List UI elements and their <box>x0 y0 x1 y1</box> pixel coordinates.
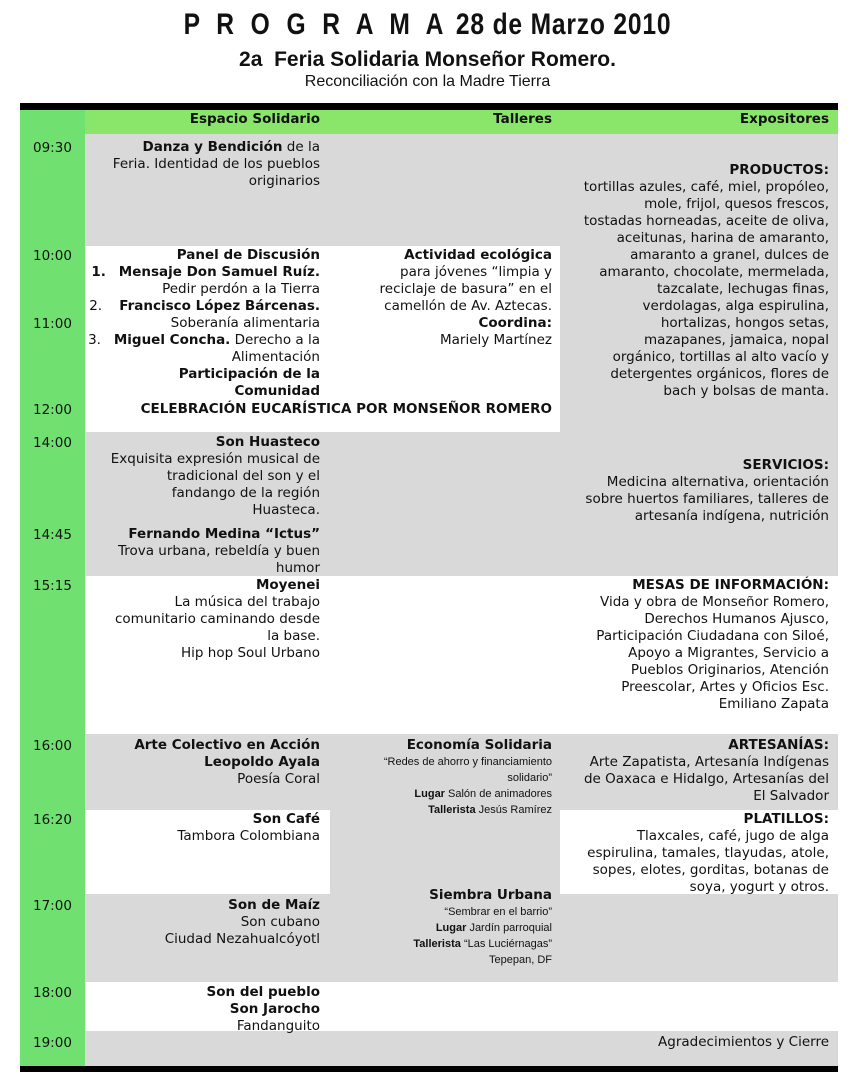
program-word: P R O G R A M A <box>183 8 449 41</box>
event-son-huasteco-line: Exquisita expresión musical de <box>110 451 320 467</box>
event-arte-subtitle: Leopoldo Ayala <box>204 754 320 770</box>
exhibitor-mesas-line: Participación Ciudadana con Siloé, <box>596 628 829 644</box>
panel-item-3-desc: Derecho a la <box>234 332 320 348</box>
workshop-economia-title: Economía Solidaria <box>406 737 552 753</box>
event-son-de-maiz-title: Son de Maíz <box>228 897 320 913</box>
closing-cierre: Agradecimientos y Cierre <box>658 1034 829 1050</box>
workshop-ecologica-coord-name: Mariely Martínez <box>439 332 552 348</box>
event-son-huasteco-line: Huasteca. <box>252 502 320 518</box>
fair-edition: 2a <box>239 48 263 71</box>
exhibitor-productos-line: mazapanes, jamaica, nopal <box>644 332 829 348</box>
event-participacion-line: Participación de la <box>178 366 320 382</box>
event-moyenei-line: La música del trabajo <box>174 594 320 610</box>
exhibitor-productos-title: PRODUCTOS: <box>729 162 829 178</box>
event-ictus-title: Fernando Medina “Ictus” <box>128 526 320 542</box>
exhibitor-mesas-line: Vida y obra de Monseñor Romero, <box>600 594 829 610</box>
exhibitor-productos-line: amaranto, chocolate, mermelada, <box>599 264 829 280</box>
workshop-ecologica <box>330 247 552 349</box>
workshop-siembra-line: Tepepan, DF <box>489 954 552 966</box>
exhibitor-productos-line: hortalizas, hongos setas, <box>660 315 829 331</box>
panel-item-1-number: 1. <box>91 264 106 280</box>
event-son-del-pueblo-title: Son del pueblo <box>206 984 320 1000</box>
workshop-ecologica-line: reciclaje de basura” en el <box>379 281 552 297</box>
panel-item-3-title: Miguel Concha. <box>113 332 231 348</box>
exhibitor-productos <box>560 162 829 400</box>
time-1600: 16:00 <box>33 738 72 754</box>
workshop-siembra-lugar: Jardín parroquial <box>469 922 552 934</box>
workshop-ecologica-line: camellón de Av. Aztecas. <box>384 298 552 314</box>
exhibitor-servicios <box>560 457 829 525</box>
panel-item-1-title: Mensaje Don Samuel Ruíz. <box>118 264 320 280</box>
workshop-siembra-line: “Sembrar en el barrio” <box>444 906 552 918</box>
column-header-espacio: Espacio Solidario <box>189 111 320 127</box>
exhibitor-servicios-line: artesanía indígena, nutrición <box>634 508 829 524</box>
event-ictus <box>90 526 320 577</box>
program-title <box>77 8 778 42</box>
time-1400: 14:00 <box>33 435 72 451</box>
event-son-cafe-line: Tambora Colombiana <box>177 828 320 844</box>
exhibitor-artesanias-line: El Salvador <box>753 788 829 804</box>
exhibitor-mesas <box>560 577 829 713</box>
event-son-huasteco-line: tradicional del son y el <box>166 468 320 484</box>
exhibitor-platillos-line: sopes, elotes, gorditas, botanas de <box>592 862 829 878</box>
time-1620: 16:20 <box>33 812 72 828</box>
event-moyenei <box>90 577 320 662</box>
event-ictus-line: Trova urbana, rebeldía y buen <box>117 543 320 559</box>
event-arte-line: Poesía Coral <box>237 771 320 787</box>
event-arte-colectivo <box>90 737 320 788</box>
exhibitor-productos-line: tortillas azules, café, miel, propóleo, <box>583 179 829 195</box>
panel-item-2-number: 2. <box>89 298 103 314</box>
event-danza-line: de la <box>286 139 320 155</box>
workshop-ecologica-title: Actividad ecológica <box>404 247 552 263</box>
exhibitor-productos-line: aceitunas, harina de amaranto, <box>616 230 829 246</box>
event-son-huasteco <box>90 434 320 519</box>
event-panel <box>80 247 320 400</box>
exhibitor-platillos-title: PLATILLOS: <box>743 811 829 827</box>
time-1200: 12:00 <box>33 402 72 418</box>
workshop-economia-lugar-label: Lugar <box>414 788 445 800</box>
event-arte-title: Arte Colectivo en Acción <box>134 737 320 753</box>
event-son-jarocho-title: Son Jarocho <box>229 1001 320 1017</box>
exhibitor-servicios-title: SERVICIOS: <box>742 457 829 473</box>
panel-item-3-desc-cont: Alimentación <box>231 349 320 365</box>
event-ictus-line: humor <box>275 560 320 576</box>
event-son-huasteco-line: fandango de la región <box>171 485 320 501</box>
column-header-talleres: Talleres <box>493 111 552 127</box>
exhibitor-mesas-line: Preescolar, Artes y Oficios Esc. <box>621 679 829 695</box>
exhibitor-productos-line: mole, frijol, quesos frescos, <box>644 196 829 212</box>
workshop-ecologica-coord-label: Coordina: <box>478 315 552 331</box>
column-header-expositores: Expositores <box>739 111 829 127</box>
time-1000: 10:00 <box>33 248 72 264</box>
event-moyenei-title: Moyenei <box>255 577 320 593</box>
event-celebracion-title: CELEBRACIÓN EUCARÍSTICA POR MONSEÑOR ROMERO <box>140 401 552 417</box>
event-danza-title: Danza y Bendición <box>142 139 283 155</box>
workshop-siembra-tallerista: “Las Luciérnagas” <box>463 938 552 950</box>
exhibitor-servicios-line: Medicina alternativa, orientación <box>606 474 829 490</box>
exhibitor-servicios-line: sobre huertos familiares, talleres de <box>585 491 829 507</box>
event-son-de-maiz <box>90 897 320 948</box>
event-participacion-line: Comunidad <box>234 383 320 399</box>
exhibitor-mesas-line: Emiliano Zapata <box>718 696 829 712</box>
bottom-rule <box>20 1066 838 1072</box>
exhibitor-productos-line: tostadas horneadas, aceite de oliva, <box>583 213 829 229</box>
event-panel-title: Panel de Discusión <box>176 247 320 263</box>
time-0930: 09:30 <box>33 140 72 156</box>
event-moyenei-line: comunitario caminando desde <box>115 611 320 627</box>
workshop-economia-lugar: Salón de animadores <box>448 788 552 800</box>
workshop-economia-line: solidario” <box>507 772 552 784</box>
exhibitor-platillos-line: Tlaxcales, café, jugo de alga <box>636 828 829 844</box>
event-son-de-maiz-line: Son cubano <box>240 914 320 930</box>
exhibitor-productos-line: orgánico, tortillas al alto vacío y <box>612 349 829 365</box>
panel-item-2-desc: Soberanía alimentaria <box>170 315 320 331</box>
event-son-del-pueblo-line: Fandanguito <box>236 1018 320 1034</box>
top-rule <box>20 103 838 110</box>
time-1700: 17:00 <box>33 898 72 914</box>
workshop-economia <box>330 737 552 818</box>
event-son-del-pueblo <box>90 984 320 1035</box>
workshop-siembra-lugar-label: Lugar <box>435 922 467 934</box>
time-1445: 14:45 <box>33 527 72 543</box>
exhibitor-mesas-line: Derechos Humanos Ajusco, <box>644 611 829 627</box>
time-1515: 15:15 <box>33 578 72 594</box>
fair-name: Feria Solidaria Monseñor Romero. <box>274 48 616 71</box>
workshop-economia-line: “Redes de ahorro y financiamiento <box>383 756 552 768</box>
event-moyenei-line: Hip hop Soul Urbano <box>181 645 320 661</box>
event-son-cafe <box>90 811 320 845</box>
exhibitor-productos-line: amaranto a granel, dulces de <box>630 247 829 263</box>
exhibitor-productos-line: bach y bolsas de manta. <box>663 383 829 399</box>
panel-item-3-number: 3. <box>88 332 101 348</box>
event-moyenei-line: la base. <box>267 628 320 644</box>
fair-tagline: Reconciliación con la Madre Tierra <box>304 73 551 90</box>
event-danza-line: originarios <box>248 173 320 189</box>
exhibitor-productos-line: tazcalate, lechugas finas, <box>657 281 829 297</box>
exhibitor-artesanias-title: ARTESANÍAS: <box>728 737 829 753</box>
exhibitor-mesas-line: Apoyo a Migrantes, Servicio a <box>628 645 829 661</box>
panel-item-2-title: Francisco López Bárcenas. <box>119 298 320 314</box>
event-danza <box>90 139 320 190</box>
block-1700-expositores <box>560 894 838 982</box>
exhibitor-platillos-line: soya, yogurt y otros. <box>689 879 829 895</box>
event-son-de-maiz-line: Ciudad Nezahualcóyotl <box>164 931 320 947</box>
workshop-siembra-title: Siembra Urbana <box>429 887 552 903</box>
time-1900: 19:00 <box>33 1035 72 1051</box>
workshop-economia-tallerista: Jesús Ramírez <box>478 804 552 816</box>
time-1800: 18:00 <box>33 985 72 1001</box>
event-son-cafe-title: Son Café <box>252 811 320 827</box>
exhibitor-artesanias-line: de Oaxaca e Hidalgo, Artesanías del <box>583 771 829 787</box>
event-danza-line: Feria. Identidad de los pueblos <box>112 156 320 172</box>
workshop-siembra-tallerista-label: Tallerista <box>413 938 461 950</box>
workshop-siembra <box>330 887 552 968</box>
workshop-ecologica-line: para jóvenes “limpia y <box>400 264 552 280</box>
exhibitor-artesanias <box>560 737 829 805</box>
fair-title <box>0 48 855 72</box>
event-son-huasteco-title: Son Huasteco <box>215 434 320 450</box>
exhibitor-platillos <box>560 811 829 896</box>
exhibitor-artesanias-line: Arte Zapatista, Artesanía Indígenas <box>589 754 829 770</box>
exhibitor-mesas-title: MESAS DE INFORMACIÓN: <box>632 577 829 593</box>
program-date: 28 de Marzo 2010 <box>455 8 672 41</box>
panel-item-1-desc: Pedir perdón a la Tierra <box>162 281 320 297</box>
exhibitor-productos-line: detergentes orgánicos, flores de <box>610 366 829 382</box>
workshop-economia-tallerista-label: Tallerista <box>428 804 476 816</box>
event-celebracion <box>85 401 552 418</box>
exhibitor-mesas-line: Pueblos Originarios, Atención <box>630 662 829 678</box>
time-1100: 11:00 <box>33 316 72 332</box>
exhibitor-platillos-line: espirulina, tamales, tlayudas, atole, <box>587 845 829 861</box>
exhibitor-productos-line: verdolagas, alga espirulina, <box>642 298 829 314</box>
